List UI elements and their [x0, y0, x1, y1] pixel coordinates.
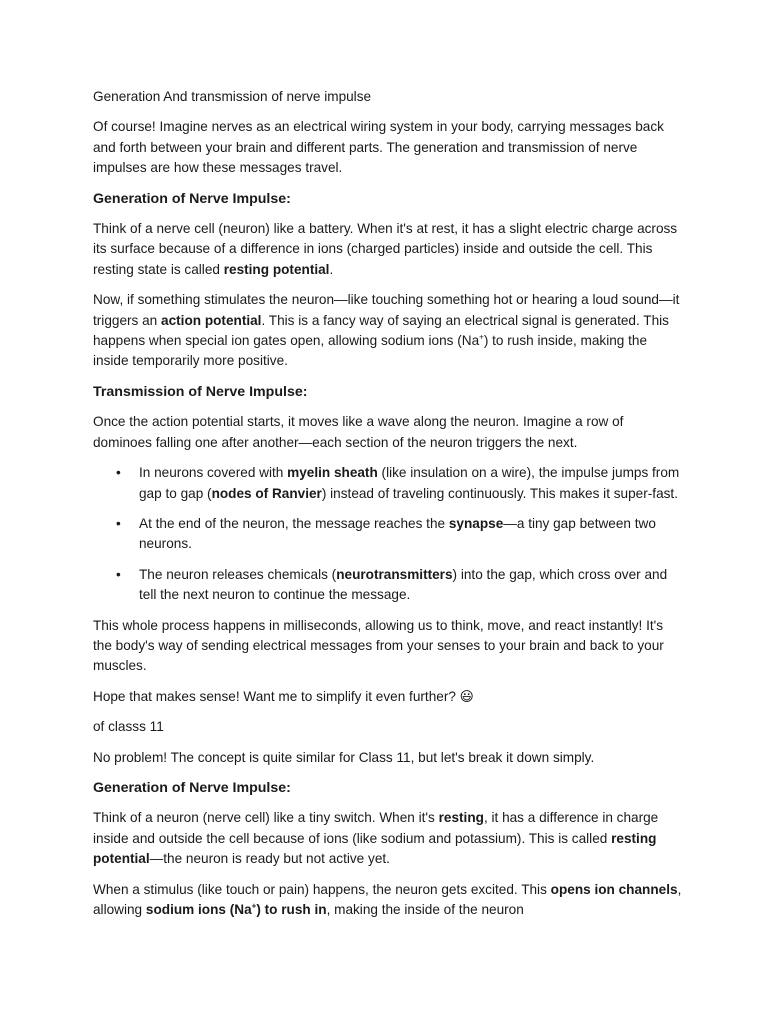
paragraph-closing: Hope that makes sense! Want me to simplify it even further? 😃	[93, 688, 474, 704]
term-synapse: synapse	[448, 515, 504, 531]
paragraph-class11-intro: No problem! The concept is quite similar for Class 11, but let's break it down simply.	[93, 749, 595, 765]
paragraph-resting-potential: Think of a nerve cell (neuron) like a battery. When it's at rest, it has a slight electric charge across its surface because of a difference in ions (charged particles) inside and outside the cell. This resting state is called resting potential.	[93, 221, 678, 277]
paragraph-action-potential: Now, if something stimulates the neuron—like touching something hot or hearing a loud sound—it triggers an action potential. This is a fancy way of saying an electrical signal is generated. This happens when special ion gates open, allowing sodium ions (Na+) to rush inside, making the inside temporarily more positive.	[93, 292, 680, 369]
bullet-list	[93, 463, 683, 605]
paragraph-switch: Think of a neuron (nerve cell) like a tiny switch. When it's resting, it has a difference in charge inside and outside the cell because of ions (like sodium and potassium). This is called resting potential—the neuron is ready but not active yet.	[93, 810, 659, 867]
user-prompt-text: of classs 11	[93, 719, 164, 735]
term-resting-potential-2: resting potential	[93, 830, 657, 867]
term-opens-ion-channels: opens ion channels	[550, 881, 678, 897]
term-action-potential: action potential	[161, 312, 262, 328]
intro-paragraph: Of course! Imagine nerves as an electrical wiring system in your body, carrying messages back and forth between your brain and different parts. The generation and transmission of nerve impulses are how these messages travel.	[93, 119, 664, 176]
document-title: Generation And transmission of nerve impulse	[93, 89, 372, 104]
paragraph-stimulus: When a stimulus (like touch or pain) happens, the neuron gets excited. This opens ion channels, allowing sodium ions (Na+) to rush in, making the inside of the neuron	[93, 881, 682, 917]
document-body	[93, 87, 683, 930]
paragraph-transmission: Once the action potential starts, it moves like a wave along the neuron. Imagine a row of dominoes falling one after another—each section of the neuron triggers the next.	[93, 414, 624, 450]
heading-generation-class11: Generation of Nerve Impulse:	[93, 779, 291, 796]
list-item: • At the end of the neuron, the message reaches the synapse—a tiny gap between two neurons.	[139, 514, 683, 555]
list-item: • The neuron releases chemicals (neurotransmitters) into the gap, which cross over and tell the next neuron to continue the message.	[139, 565, 683, 606]
term-resting-potential: resting potential	[223, 261, 330, 277]
heading-generation: Generation of Nerve Impulse:	[93, 190, 291, 207]
term-nodes-of-ranvier: nodes of Ranvier	[211, 485, 322, 501]
term-neurotransmitters: neurotransmitters	[336, 566, 453, 582]
heading-transmission: Transmission of Nerve Impulse:	[93, 383, 308, 400]
term-resting: resting	[438, 810, 484, 826]
paragraph-summary: This whole process happens in milliseconds, allowing us to think, move, and react instantly! It's the body's way of sending electrical messages from your senses to your brain and back to your muscles.	[93, 617, 664, 674]
term-myelin-sheath: myelin sheath	[287, 465, 378, 481]
term-sodium-ions: sodium ions (Na+) to rush in	[145, 901, 327, 917]
list-item: • In neurons covered with myelin sheath (like insulation on a wire), the impulse jumps from gap to gap (nodes of Ranvier) instead of traveling continuously. This makes it super-fast.	[139, 463, 683, 504]
